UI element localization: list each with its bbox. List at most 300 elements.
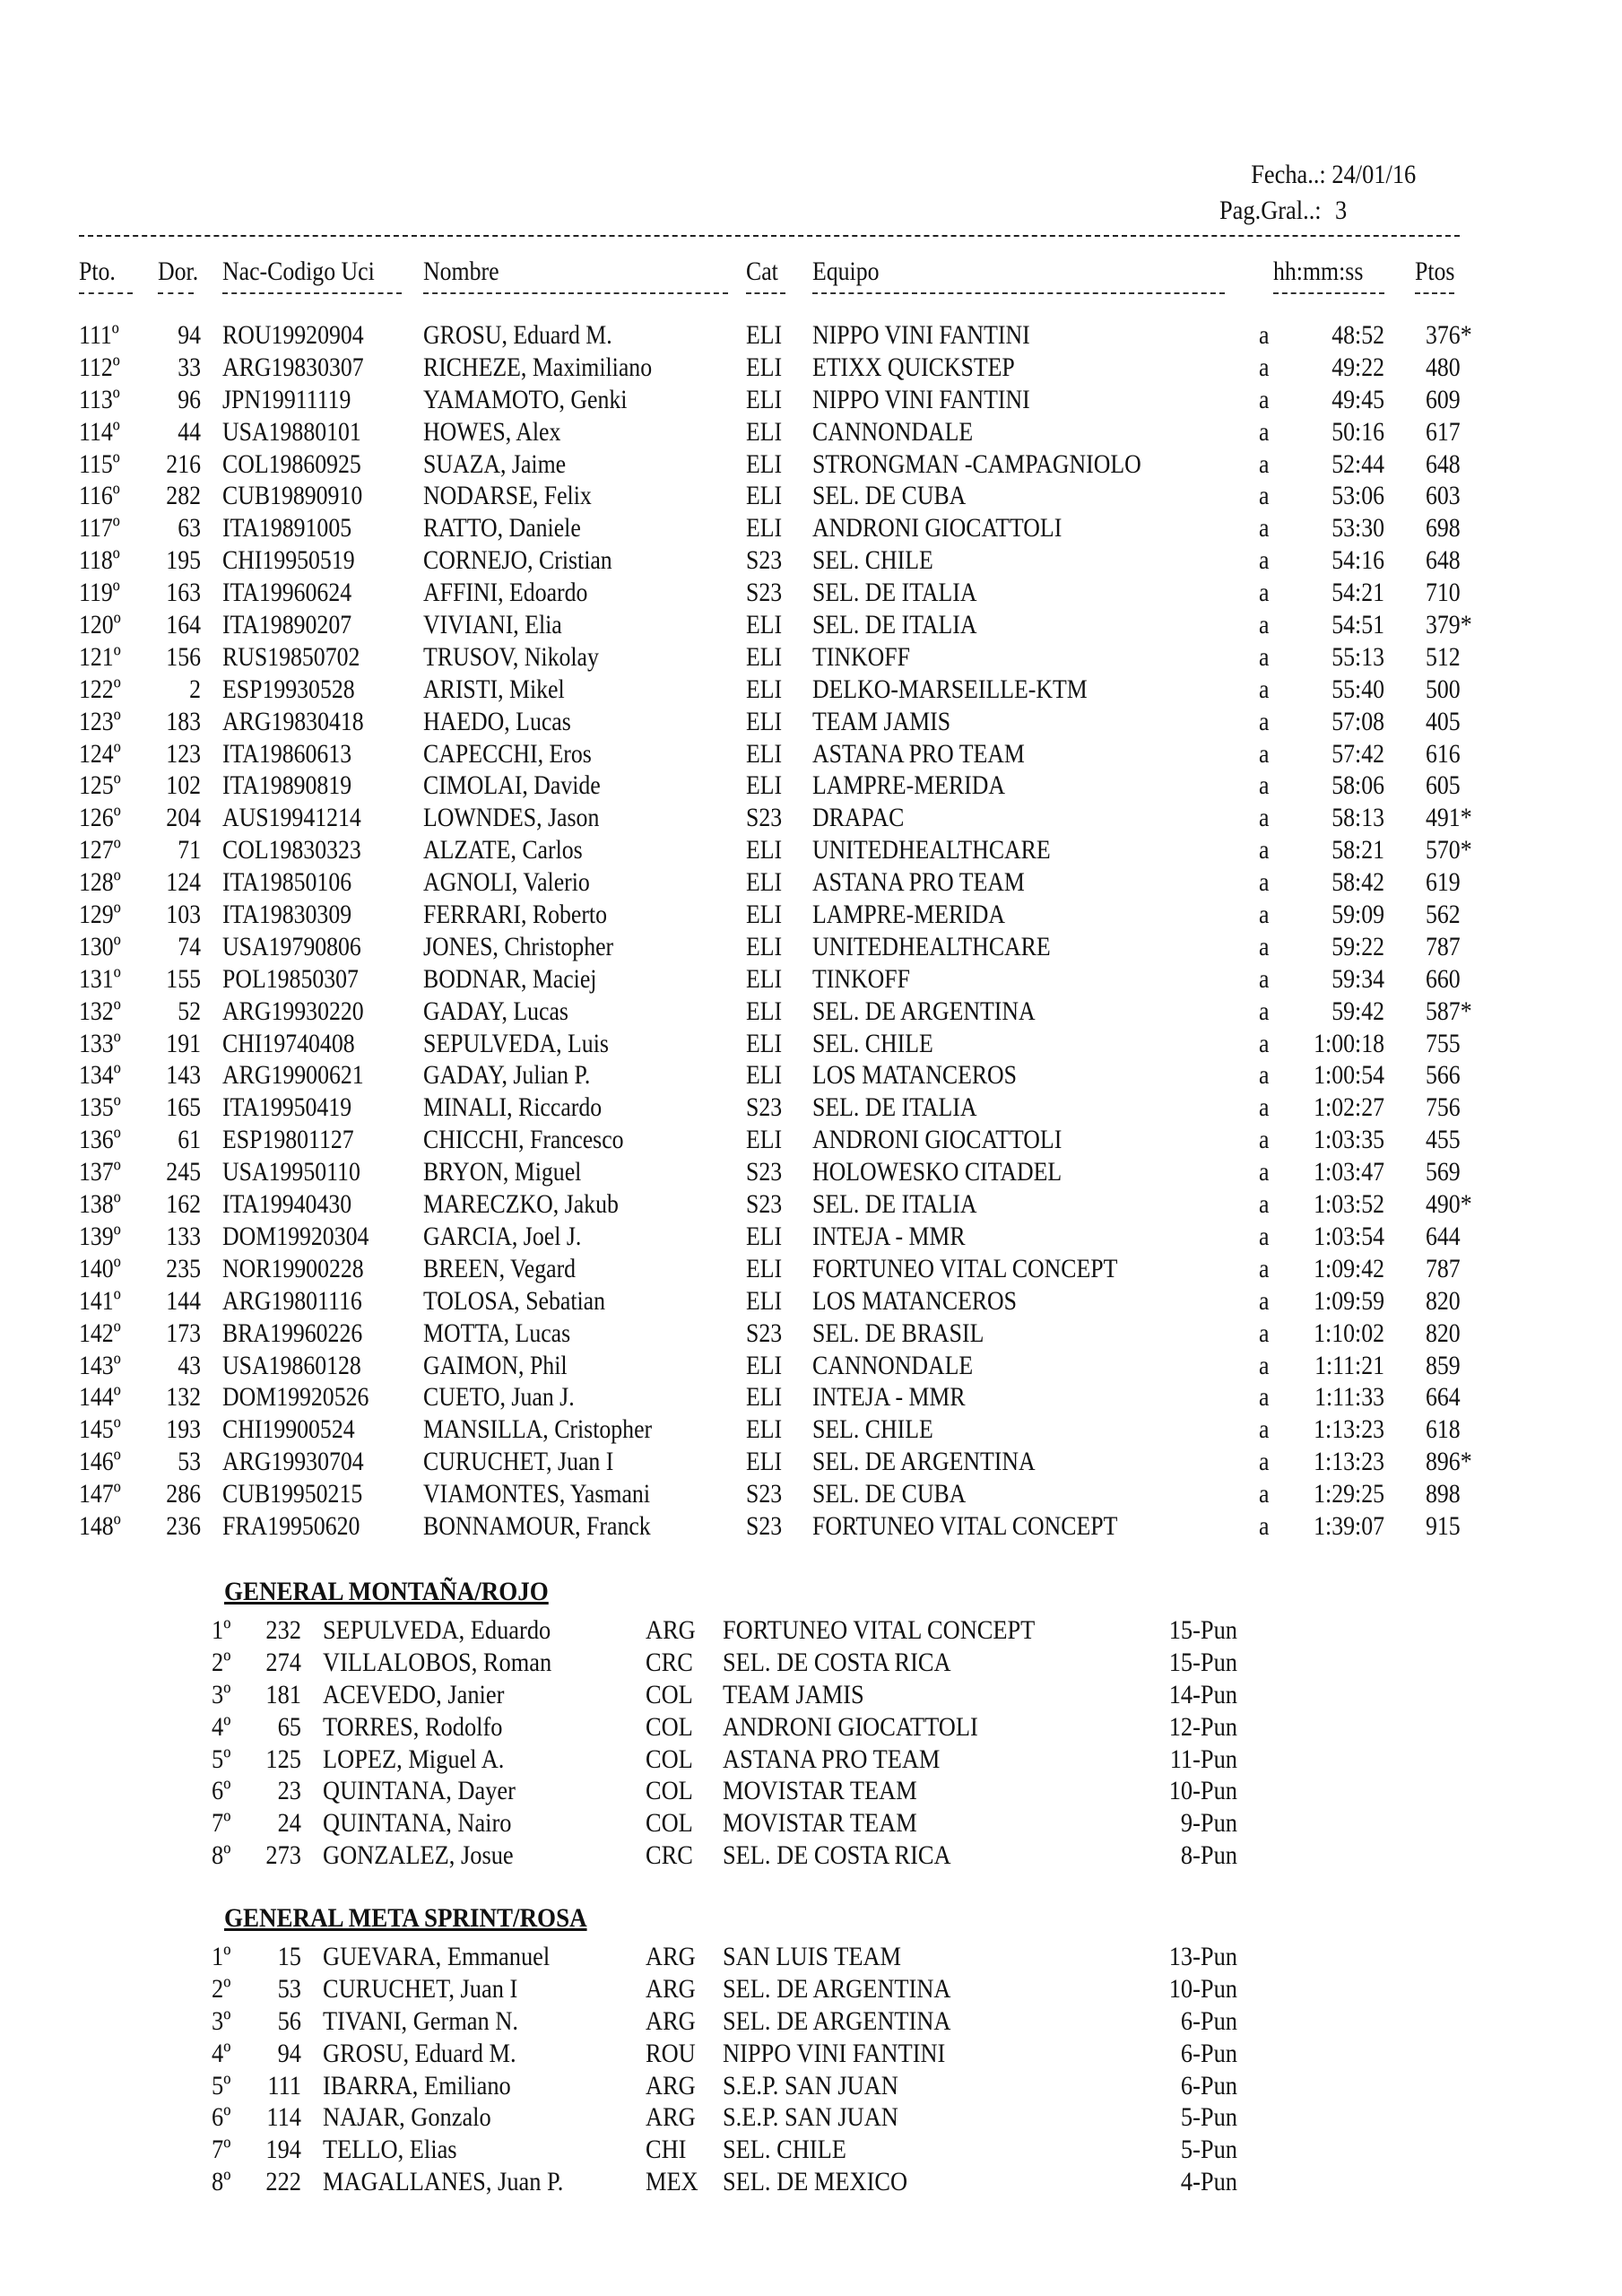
- points: 15-Pun: [1168, 1647, 1237, 1677]
- time-gap: 54:21: [1331, 578, 1384, 608]
- rider-name: HOWES, Alex: [423, 416, 561, 447]
- table-row: [0, 770, 1622, 802]
- points: 915: [1426, 1510, 1461, 1541]
- time-gap: 58:06: [1331, 770, 1384, 801]
- gap-marker: a: [1259, 1318, 1270, 1348]
- position: 128º: [79, 867, 121, 898]
- table-row: [0, 384, 1622, 416]
- points: 5-Pun: [1180, 2102, 1237, 2133]
- bib-number: 94: [178, 320, 201, 350]
- points: 569: [1426, 1157, 1461, 1187]
- position: 131º: [79, 963, 121, 994]
- gap-marker: a: [1259, 384, 1270, 414]
- points: 787: [1426, 931, 1461, 961]
- table-row: [0, 512, 1622, 544]
- list-item: [0, 1941, 1622, 1973]
- rider-name: GADAY, Lucas: [423, 996, 568, 1026]
- position: 116º: [79, 481, 120, 511]
- bib-number: 273: [265, 1840, 301, 1871]
- team: ASTANA PRO TEAM: [812, 867, 1025, 898]
- gap-marker: a: [1259, 1060, 1270, 1091]
- points: 603: [1426, 481, 1461, 511]
- sprint-rows: [0, 1941, 1622, 2198]
- rider-name: AFFINI, Edoardo: [423, 578, 588, 608]
- gap-marker: a: [1259, 1414, 1270, 1445]
- category: ELI: [746, 352, 783, 382]
- team: MOVISTAR TEAM: [723, 1776, 917, 1806]
- rider-name: BODNAR, Maciej: [423, 963, 597, 994]
- gap-marker: a: [1259, 641, 1270, 672]
- bib-number: 286: [166, 1479, 201, 1509]
- points: 859: [1426, 1350, 1461, 1380]
- uci-code: COL19860925: [222, 448, 361, 479]
- bib-number: 156: [166, 641, 201, 672]
- points: 379*: [1426, 610, 1472, 640]
- position: 145º: [79, 1414, 121, 1445]
- nationality: ARG: [646, 2102, 696, 2133]
- nationality: CRC: [646, 1647, 693, 1677]
- uci-code: ITA19850106: [222, 867, 352, 898]
- time-gap: 59:09: [1331, 900, 1384, 930]
- uci-code: ARG19830307: [222, 352, 364, 382]
- team: LOS MATANCEROS: [812, 1060, 1018, 1091]
- table-row: [0, 802, 1622, 834]
- table-row: [0, 1188, 1622, 1221]
- team: NIPPO VINI FANTINI: [812, 320, 1030, 350]
- time-gap: 49:22: [1331, 352, 1384, 382]
- uci-code: COL19830323: [222, 835, 361, 865]
- points: 4-Pun: [1180, 2167, 1237, 2197]
- position: 146º: [79, 1447, 121, 1477]
- uci-code: CUB19890910: [222, 481, 363, 511]
- position: 144º: [79, 1382, 121, 1413]
- category: ELI: [746, 513, 783, 544]
- category: ELI: [746, 1060, 783, 1091]
- position: 127º: [79, 835, 121, 865]
- gap-marker: a: [1259, 803, 1270, 833]
- position: 7º: [212, 1808, 231, 1839]
- team: SEL. DE ARGENTINA: [812, 1447, 1036, 1477]
- position: 138º: [79, 1189, 121, 1220]
- points: 11-Pun: [1169, 1744, 1237, 1774]
- uci-code: ESP19801127: [222, 1125, 354, 1155]
- col-header-ptos: Ptos: [1415, 257, 1455, 286]
- position: 129º: [79, 900, 121, 930]
- category: ELI: [746, 1285, 783, 1316]
- position: 113º: [79, 384, 120, 414]
- list-item: [0, 2166, 1622, 2198]
- category: S23: [746, 1092, 783, 1123]
- gap-marker: a: [1259, 416, 1270, 447]
- table-row: [0, 738, 1622, 770]
- team: SEL. DE ARGENTINA: [723, 2005, 951, 2036]
- col-underline-uci: [222, 292, 402, 294]
- uci-code: RUS19850702: [222, 641, 360, 672]
- bib-number: 195: [166, 545, 201, 576]
- gap-marker: a: [1259, 1479, 1270, 1509]
- category: ELI: [746, 481, 783, 511]
- bib-number: 15: [277, 1942, 301, 1971]
- col-header-time: hh:mm:ss: [1273, 257, 1364, 286]
- category: ELI: [746, 900, 783, 930]
- category: ELI: [746, 1221, 783, 1251]
- team: SEL. DE ARGENTINA: [723, 1973, 951, 2004]
- nationality: CHI: [646, 2135, 687, 2165]
- position: 111º: [79, 320, 119, 350]
- time-gap: 48:52: [1331, 320, 1384, 350]
- team: DRAPAC: [812, 803, 905, 833]
- bib-number: 43: [178, 1350, 201, 1380]
- category: ELI: [746, 641, 783, 672]
- col-underline-pto: [79, 292, 133, 294]
- uci-code: DOM19920526: [222, 1382, 369, 1413]
- points: 698: [1426, 513, 1461, 544]
- rider-name: MAGALLANES, Juan P.: [323, 2167, 564, 2197]
- nationality: COL: [646, 1679, 693, 1709]
- category: ELI: [746, 1253, 783, 1283]
- position: 134º: [79, 1060, 121, 1091]
- gap-marker: a: [1259, 1189, 1270, 1220]
- bib-number: 61: [178, 1125, 201, 1155]
- team: NIPPO VINI FANTINI: [723, 2038, 946, 2068]
- gap-marker: a: [1259, 674, 1270, 704]
- team: CANNONDALE: [812, 416, 974, 447]
- rider-name: GONZALEZ, Josue: [323, 1840, 514, 1871]
- points: 820: [1426, 1285, 1461, 1316]
- table-row: [0, 866, 1622, 899]
- time-gap: 1:13:23: [1314, 1447, 1384, 1477]
- team: HOLOWESKO CITADEL: [812, 1157, 1063, 1187]
- uci-code: USA19950110: [222, 1157, 360, 1187]
- results-column-headers: [0, 257, 1622, 292]
- position: 5º: [212, 1744, 231, 1774]
- time-gap: 58:42: [1331, 867, 1384, 898]
- rider-name: TRUSOV, Nikolay: [423, 641, 599, 672]
- team: SEL. CHILE: [812, 1028, 933, 1058]
- team: S.E.P. SAN JUAN: [723, 2102, 898, 2133]
- rider-name: BRYON, Miguel: [423, 1157, 582, 1187]
- uci-code: ITA19890207: [222, 610, 352, 640]
- col-header-uci: Nac-Codigo Uci: [222, 257, 375, 286]
- category: ELI: [746, 674, 783, 704]
- time-gap: 49:45: [1331, 384, 1384, 414]
- bib-number: 274: [265, 1647, 301, 1677]
- points: 605: [1426, 770, 1461, 801]
- bib-number: 111: [267, 2070, 301, 2100]
- bib-number: 133: [166, 1221, 201, 1251]
- uci-code: ITA19940430: [222, 1189, 352, 1220]
- position: 7º: [212, 2135, 231, 2165]
- bib-number: 204: [166, 803, 201, 833]
- time-gap: 55:13: [1331, 641, 1384, 672]
- gap-marker: a: [1259, 931, 1270, 961]
- category: ELI: [746, 384, 783, 414]
- col-header-pto: Pto.: [79, 257, 116, 286]
- points: 617: [1426, 416, 1461, 447]
- table-row: [0, 480, 1622, 512]
- team: SEL. CHILE: [812, 1414, 933, 1445]
- bib-number: 181: [265, 1679, 301, 1709]
- bib-number: 74: [178, 931, 201, 961]
- team: MOVISTAR TEAM: [723, 1808, 917, 1839]
- points: 6-Pun: [1180, 2038, 1237, 2068]
- list-item: [0, 2134, 1622, 2166]
- uci-code: USA19790806: [222, 931, 361, 961]
- team: SEL. DE MEXICO: [723, 2167, 908, 2197]
- team: TEAM JAMIS: [723, 1679, 864, 1709]
- points: 644: [1426, 1221, 1461, 1251]
- team: ANDRONI GIOCATTOLI: [723, 1711, 978, 1742]
- table-row: [0, 1156, 1622, 1188]
- table-row: [0, 1124, 1622, 1156]
- list-item: [0, 1711, 1622, 1744]
- bib-number: 162: [166, 1189, 201, 1220]
- rider-name: VIVIANI, Elia: [423, 610, 562, 640]
- rider-name: CUETO, Juan J.: [423, 1382, 575, 1413]
- gap-marker: a: [1259, 1028, 1270, 1058]
- position: 123º: [79, 706, 121, 736]
- col-header-cat: Cat: [746, 257, 778, 286]
- points: 648: [1426, 545, 1461, 576]
- time-gap: 1:29:25: [1314, 1479, 1384, 1509]
- rider-name: HAEDO, Lucas: [423, 706, 571, 736]
- team: DELKO-MARSEILLE-KTM: [812, 674, 1088, 704]
- bib-number: 155: [166, 963, 201, 994]
- points: 6-Pun: [1180, 2070, 1237, 2100]
- gap-marker: a: [1259, 320, 1270, 350]
- points: 8-Pun: [1180, 1840, 1237, 1871]
- nationality: COL: [646, 1711, 693, 1742]
- uci-code: ARG19830418: [222, 706, 364, 736]
- gap-marker: a: [1259, 1510, 1270, 1541]
- team: SEL. DE ITALIA: [812, 1189, 977, 1220]
- nationality: ROU: [646, 2038, 696, 2068]
- rider-name: MINALI, Riccardo: [423, 1092, 603, 1123]
- gap-marker: a: [1259, 1221, 1270, 1251]
- uci-code: ESP19930528: [222, 674, 355, 704]
- bib-number: 114: [266, 2102, 301, 2133]
- rider-name: SUAZA, Jaime: [423, 448, 567, 479]
- table-row: [0, 416, 1622, 448]
- bib-number: 23: [277, 1776, 301, 1806]
- table-row: [0, 706, 1622, 738]
- uci-code: ITA19830309: [222, 900, 352, 930]
- uci-code: USA19860128: [222, 1350, 361, 1380]
- rider-name: AGNOLI, Valerio: [423, 867, 590, 898]
- position: 147º: [79, 1479, 121, 1509]
- position: 2º: [212, 1647, 231, 1677]
- page-number: 3: [1335, 196, 1348, 225]
- list-item: [0, 1744, 1622, 1776]
- list-item: [0, 2070, 1622, 2102]
- team: SEL. DE COSTA RICA: [723, 1840, 951, 1871]
- rider-name: BONNAMOUR, Franck: [423, 1510, 651, 1541]
- rider-name: TOLOSA, Sebatian: [423, 1285, 606, 1316]
- team: SEL. DE ARGENTINA: [812, 996, 1036, 1026]
- position: 126º: [79, 803, 121, 833]
- time-gap: 1:13:23: [1314, 1414, 1384, 1445]
- team: SEL. DE ITALIA: [812, 1092, 977, 1123]
- rider-name: RATTO, Daniele: [423, 513, 581, 544]
- position: 132º: [79, 996, 121, 1026]
- points: 562: [1426, 900, 1461, 930]
- position: 140º: [79, 1253, 121, 1283]
- time-gap: 1:00:18: [1314, 1028, 1384, 1058]
- gap-marker: a: [1259, 513, 1270, 544]
- team: SEL. DE ITALIA: [812, 578, 977, 608]
- bib-number: 123: [166, 738, 201, 769]
- rider-name: CHICCHI, Francesco: [423, 1125, 624, 1155]
- points: 566: [1426, 1060, 1461, 1091]
- date-value: 24/01/16: [1331, 160, 1417, 189]
- date-label: Fecha..:: [1251, 160, 1326, 189]
- col-header-dor: Dor.: [158, 257, 199, 286]
- time-gap: 1:11:21: [1314, 1350, 1384, 1380]
- bib-number: 24: [277, 1808, 301, 1839]
- uci-code: ITA19891005: [222, 513, 352, 544]
- table-row: [0, 1028, 1622, 1060]
- bib-number: 102: [166, 770, 201, 801]
- bib-number: 194: [265, 2135, 301, 2165]
- rider-name: SEPULVEDA, Eduardo: [323, 1615, 551, 1645]
- position: 2º: [212, 1973, 231, 2004]
- team: SEL. DE CUBA: [812, 1479, 967, 1509]
- table-row: [0, 996, 1622, 1028]
- team: ANDRONI GIOCATTOLI: [812, 513, 1063, 544]
- rider-name: GROSU, Eduard M.: [423, 320, 612, 350]
- bib-number: 235: [166, 1253, 201, 1283]
- time-gap: 1:03:47: [1314, 1157, 1384, 1187]
- rider-name: BREEN, Vegard: [423, 1253, 577, 1283]
- uci-code: DOM19920304: [222, 1221, 369, 1251]
- category: ELI: [746, 1382, 783, 1413]
- position: 4º: [212, 2038, 231, 2068]
- time-gap: 1:39:07: [1314, 1510, 1384, 1541]
- nationality: MEX: [646, 2167, 698, 2197]
- category: ELI: [746, 770, 783, 801]
- uci-code: ARG19900621: [222, 1060, 364, 1091]
- points: 5-Pun: [1180, 2135, 1237, 2165]
- col-underline-ptos: [1415, 292, 1454, 294]
- position: 115º: [79, 448, 120, 479]
- uci-code: JPN19911119: [222, 384, 351, 414]
- table-row: [0, 931, 1622, 963]
- time-gap: 1:10:02: [1314, 1318, 1384, 1348]
- position: 112º: [79, 352, 120, 382]
- team: UNITEDHEALTHCARE: [812, 835, 1051, 865]
- category: S23: [746, 803, 783, 833]
- col-header-nombre: Nombre: [423, 257, 499, 286]
- uci-code: ITA19890819: [222, 770, 352, 801]
- team: LAMPRE-MERIDA: [812, 770, 1006, 801]
- rider-name: GROSU, Eduard M.: [323, 2038, 516, 2068]
- points: 15-Pun: [1168, 1615, 1237, 1645]
- rider-name: VIAMONTES, Yasmani: [423, 1479, 651, 1509]
- col-underline-time: [1273, 292, 1384, 294]
- position: 1º: [212, 1942, 231, 1971]
- bib-number: 44: [178, 416, 201, 447]
- points: 13-Pun: [1168, 1942, 1237, 1971]
- table-row: [0, 352, 1622, 384]
- points: 710: [1426, 578, 1461, 608]
- team: TEAM JAMIS: [812, 706, 951, 736]
- gap-marker: a: [1259, 900, 1270, 930]
- table-row: [0, 609, 1622, 641]
- uci-code: NOR19900228: [222, 1253, 364, 1283]
- time-gap: 55:40: [1331, 674, 1384, 704]
- position: 8º: [212, 1840, 231, 1871]
- team: SEL. DE CUBA: [812, 481, 967, 511]
- col-underline-nombre: [423, 292, 728, 294]
- points: 616: [1426, 738, 1461, 769]
- list-item: [0, 1775, 1622, 1807]
- position: 5º: [212, 2070, 231, 2100]
- nationality: COL: [646, 1744, 693, 1774]
- points: 491*: [1426, 803, 1472, 833]
- points: 896*: [1426, 1447, 1472, 1477]
- gap-marker: a: [1259, 448, 1270, 479]
- points: 12-Pun: [1168, 1711, 1237, 1742]
- bib-number: 143: [166, 1060, 201, 1091]
- date-line: [1219, 160, 1504, 196]
- category: ELI: [746, 610, 783, 640]
- team: SEL. CHILE: [812, 545, 933, 576]
- list-item: [0, 2038, 1622, 2070]
- rider-name: CIMOLAI, Davide: [423, 770, 601, 801]
- category: S23: [746, 1157, 783, 1187]
- team: LAMPRE-MERIDA: [812, 900, 1006, 930]
- position: 122º: [79, 674, 121, 704]
- rider-name: MARECZKO, Jakub: [423, 1189, 619, 1220]
- uci-code: CUB19950215: [222, 1479, 363, 1509]
- gap-marker: a: [1259, 545, 1270, 576]
- table-row: [0, 1091, 1622, 1124]
- bib-number: 65: [277, 1711, 301, 1742]
- team: SAN LUIS TEAM: [723, 1942, 902, 1971]
- points: 619: [1426, 867, 1461, 898]
- nationality: ARG: [646, 2070, 696, 2100]
- gap-marker: a: [1259, 738, 1270, 769]
- mountain-rows: [0, 1614, 1622, 1872]
- uci-code: ARG19930220: [222, 996, 364, 1026]
- gap-marker: a: [1259, 481, 1270, 511]
- team: SEL. DE COSTA RICA: [723, 1647, 951, 1677]
- bib-number: 222: [265, 2167, 301, 2197]
- points: 820: [1426, 1318, 1461, 1348]
- gap-marker: a: [1259, 578, 1270, 608]
- gap-marker: a: [1259, 835, 1270, 865]
- team: ASTANA PRO TEAM: [723, 1744, 941, 1774]
- rider-name: JONES, Christopher: [423, 931, 614, 961]
- table-row: [0, 448, 1622, 481]
- bib-number: 71: [178, 835, 201, 865]
- uci-code: ITA19960624: [222, 578, 352, 608]
- bib-number: 125: [265, 1744, 301, 1774]
- list-item: [0, 2005, 1622, 2038]
- position: 137º: [79, 1157, 121, 1187]
- table-row: [0, 1059, 1622, 1091]
- points: 587*: [1426, 996, 1472, 1026]
- uci-code: CHI19900524: [222, 1414, 355, 1445]
- rider-name: GAIMON, Phil: [423, 1350, 568, 1380]
- time-gap: 1:11:33: [1314, 1382, 1384, 1413]
- team: NIPPO VINI FANTINI: [812, 384, 1030, 414]
- rider-name: ACEVEDO, Janier: [323, 1679, 505, 1709]
- bib-number: 94: [277, 2038, 301, 2068]
- rider-name: FERRARI, Roberto: [423, 900, 607, 930]
- rider-name: TORRES, Rodolfo: [323, 1711, 503, 1742]
- rider-name: GARCIA, Joel J.: [423, 1221, 582, 1251]
